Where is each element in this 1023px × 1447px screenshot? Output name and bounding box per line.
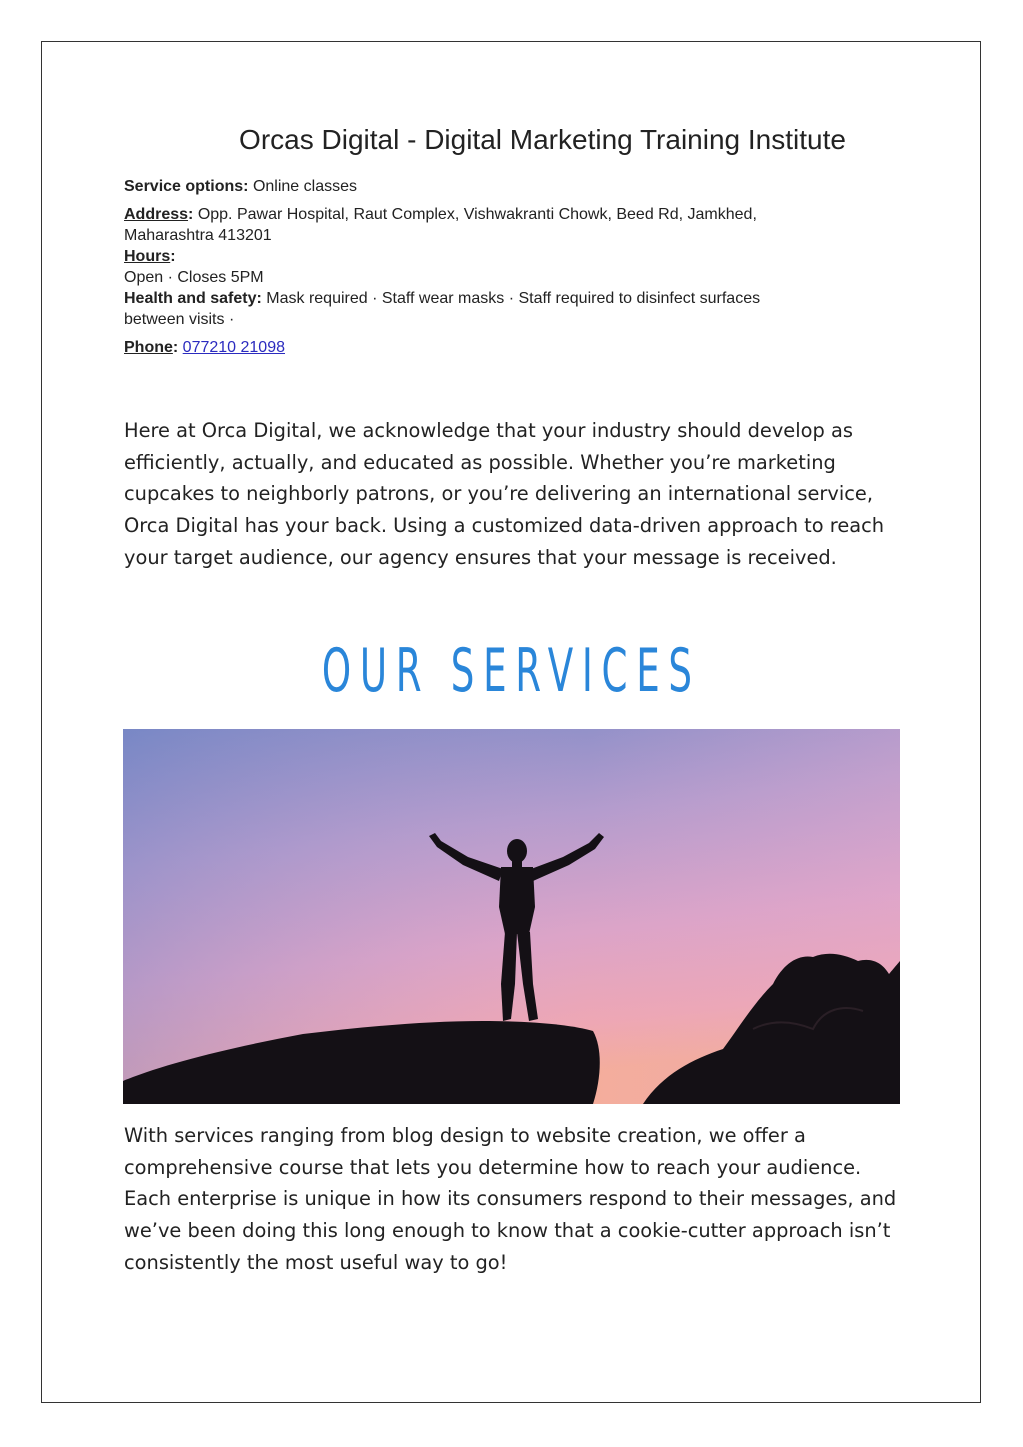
hours-label: Hours: [124, 248, 171, 265]
intro-paragraph: [124, 415, 914, 574]
business-info: [124, 176, 884, 358]
services-heading: OUR SERVICES: [321, 636, 701, 706]
services-line: we’ve been doing this long enough to know that a cookie-cutter approach isn’t: [124, 1219, 891, 1243]
phone-row: Phone: 077210 21098: [124, 339, 285, 356]
services-line: With services ranging from blog design to website creation, we offer a: [124, 1124, 806, 1147]
intro-line: cupcakes to neighborly patrons, or you’re delivering an international service,: [124, 482, 873, 506]
service-options-value: Online classes: [252, 178, 357, 195]
service-options-label: Service options:: [124, 178, 249, 195]
phone-link[interactable]: 077210 21098: [182, 339, 285, 356]
health-value-line2: between visits ·: [124, 311, 235, 328]
services-paragraph: [124, 1120, 914, 1279]
intro-line: efficiently, actually, and educated as possible. Whether you’re marketing: [124, 450, 836, 474]
phone-label: Phone: [124, 339, 173, 356]
page-title: Orcas Digital - Digital Marketing Training Institute: [239, 124, 846, 155]
service-options-row: [124, 176, 884, 197]
hero-image: [123, 729, 900, 1104]
health-row: [124, 288, 884, 330]
services-line: comprehensive course that lets you determine how to reach your audience.: [124, 1155, 862, 1179]
hours-row: Hours: Open · Closes 5PM: [124, 248, 264, 286]
hours-value: Open · Closes 5PM: [124, 269, 264, 286]
health-label: Health and safety:: [124, 290, 262, 307]
address-value: Opp. Pawar Hospital, Raut Complex, Vishwakranti Chowk, Beed Rd, Jamkhed,: [197, 206, 757, 223]
intro-line: Orca Digital has your back. Using a customized data-driven approach to reach: [124, 514, 885, 538]
address-row: Address: Opp. Pawar Hospital, Raut Complex, Vishwakranti Chowk, Beed Rd, Jamkhed, Maharashtra 413201: [124, 206, 757, 244]
address-label: Address: [124, 206, 189, 223]
services-line: consistently the most useful way to go!: [124, 1250, 508, 1274]
intro-line: Here at Orca Digital, we acknowledge that your industry should develop as: [124, 419, 853, 442]
health-value: Mask required · Staff wear masks · Staff required to disinfect surfaces: [266, 290, 761, 307]
address-value-line2: Maharashtra 413201: [124, 227, 272, 244]
hero-photo: [123, 729, 900, 1104]
intro-line: your target audience, our agency ensures that your message is received.: [124, 545, 837, 569]
services-line: Each enterprise is unique in how its consumers respond to their messages, and: [124, 1187, 897, 1211]
